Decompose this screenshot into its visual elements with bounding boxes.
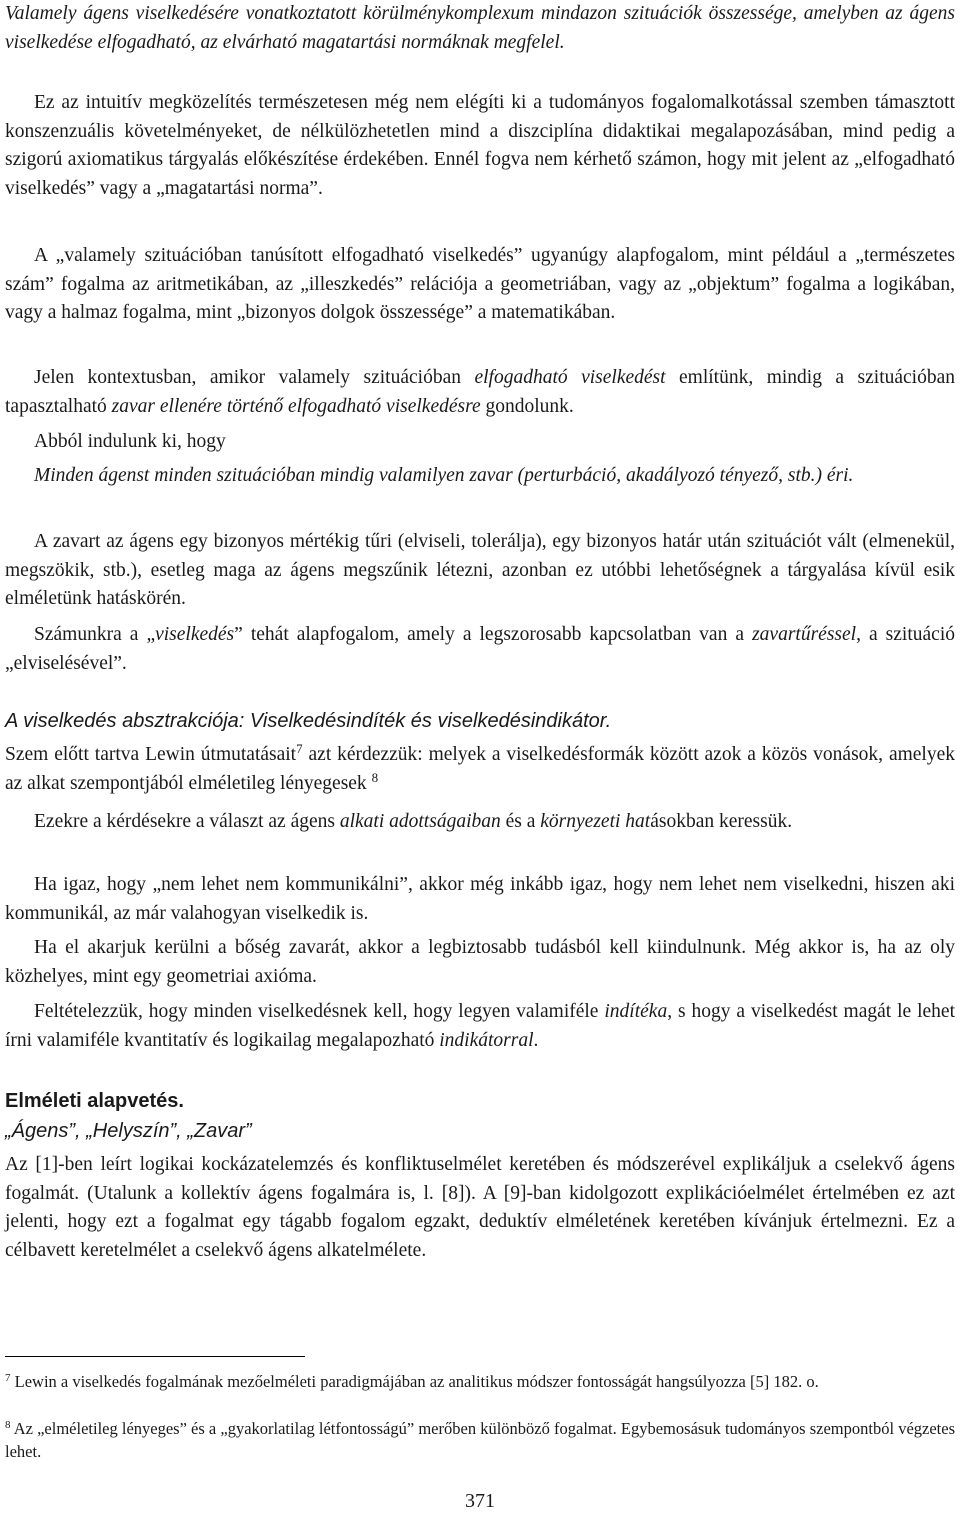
paragraph-axiom: Minden ágenst minden szituációban mindig valamilyen zavar (perturbáció, akadályozó tényező, stb.) éri. <box>34 465 854 486</box>
page-number: 371 <box>465 1490 495 1512</box>
paragraph-communication: Ha igaz, hogy „nem lehet nem kommunikálni”, akkor még inkább igaz, hogy nem lehet nem viselkedni, hiszen aki kommunikál, az már valahogyan viselkedik is. <box>5 874 955 924</box>
paragraph-tolerance: A zavart az ágens egy bizonyos mértékig tűri (elviseli, tolerálja), egy bizonyos határ után szituációt vált (elmenekül, megszökik, stb.), esetleg maga az ágens megszűnik létezni, azonban ez utóbbi lehetőségnek a tárgyalása kívül esik elméletünk hatáskörén. <box>5 531 955 610</box>
paragraph-answers: Ezekre a kérdésekre a választ az ágens alkati adottságaiban és a környezeti hatásokban keressük. <box>34 811 793 832</box>
paragraph-basic-concept: A „valamely szituációban tanúsított elfogadható viselkedés” ugyanúgy alapfogalom, mint például a „természetes szám” fogalma az aritmetikában, az „illeszkedés” relációja a geometriában, vagy az „objektum” fogalma a logikában, vagy a halmaz fogalma, mint „bizonyos dolgok összessége” a matematikában. <box>5 245 955 324</box>
paragraph-intuitive-approach: Ez az intuitív megközelítés természetesen még nem elégíti ki a tudományos fogalomalkotással szemben támasztott konszenzuális követelményeket, de nélkülözhetetlen mind a diszciplína didaktikai megalapozásában, mind pedig a szigorú axiomatikus tárgyalás előkészítése érdekében. Ennél fogva nem kérhető számon, hogy mit jelent az „elfogadható viselkedés” vagy a „magatartási norma”. <box>5 92 955 199</box>
paragraph-definition: Valamely ágens viselkedésére vonatkoztatott körülménykomplexum mindazon szituációk összessége, amelyben az ágens viselkedése elfogadható, az elvárható magatartási normáknak megfelel. <box>5 3 955 53</box>
paragraph-lewin: Szem előtt tartva Lewin útmutatásait$^7$ azt kérdezzük: melyek a viselkedésformák között azok a közös vonások, amelyek az alkat szempontjából elméletileg lényegesek $^8$ <box>5 741 955 794</box>
paragraph-behavior-concept: Számunkra a „viselkedés” tehát alapfogalom, amely a legszorosabb kapcsolatban van a zavartűréssel, a szituáció „elviselésével”. <box>5 624 955 674</box>
section-heading-abstraction: A viselkedés absztrakciója: Viselkedésindíték és viselkedésindikátor. <box>5 710 612 732</box>
emphasis-despite-disturbance: zavar ellenére történő elfogadható viselkedésre <box>111 395 481 417</box>
emphasis-acceptable-behavior: elfogadható viselkedést <box>474 367 666 388</box>
paragraph-certain-knowledge: Ha el akarjuk kerülni a bőség zavarát, akkor a legbiztosabb tudásból kell kiindulnunk. Még akkor is, ha az oly közhelyes, mint egy geometriai axióma. <box>5 937 955 987</box>
footnote-8: $^8$ Az „elméletileg lényeges” és a „gyakorlatilag létfontosságú” merőben különböző fogalmat. Egybemosásuk tudományos szempontból végzetes lehet. <box>5 1419 955 1461</box>
footnote-ref-8[interactable]: 8 <box>371 769 379 785</box>
footnote-ref-7[interactable]: 7 <box>296 741 303 756</box>
paragraph-context: Jelen kontextusban, amikor valamely szituációban elfogadható viselkedést említünk, mindig a szituációban tapasztalható zavar ellenére történő elfogadható viselkedésre gondolunk. <box>5 367 955 417</box>
paragraph-risk-analysis: Az [1]-ben leírt logikai kockázatelemzés és konfliktuselmélet keretében és módszerével explikáljuk a cselekvő ágens fogalmát. (Utalunk a kollektív ágens fogalmára is, l. [8]). A [9]-ban kidolgozott explikációelmélet értelmében ez azt jelenti, hogy ezt a fogalmat egy tágabb fogalom egzakt, deduktív elméletének keretében kívánjuk értelmezni. Ez a célbavett keretelmélet a cselekvő ágens alkatelmélete. <box>5 1154 955 1261</box>
footnote-divider <box>5 1356 305 1357</box>
footnote-7: $^7$ Lewin a viselkedés fogalmának mezőelméleti paradigmájában az analitikus módszer fontosságát hangsúlyozza [5] 182. o. <box>5 1372 819 1391</box>
section-heading-foundation: Elméleti alapvetés. <box>5 1090 184 1112</box>
paragraph-motive-indicator: Feltételezzük, hogy minden viselkedésnek kell, hogy legyen valamiféle indítéka, s hogy a viselkedést magát le lehet írni valamiféle kvantitatív és logikailag megalapozható indikátorral. <box>5 1001 955 1051</box>
paragraph-premise: Abból indulunk ki, hogy <box>34 431 226 452</box>
subheading-agent-place-disturbance: „Ágens”, „Helyszín”, „Zavar” <box>5 1120 252 1142</box>
